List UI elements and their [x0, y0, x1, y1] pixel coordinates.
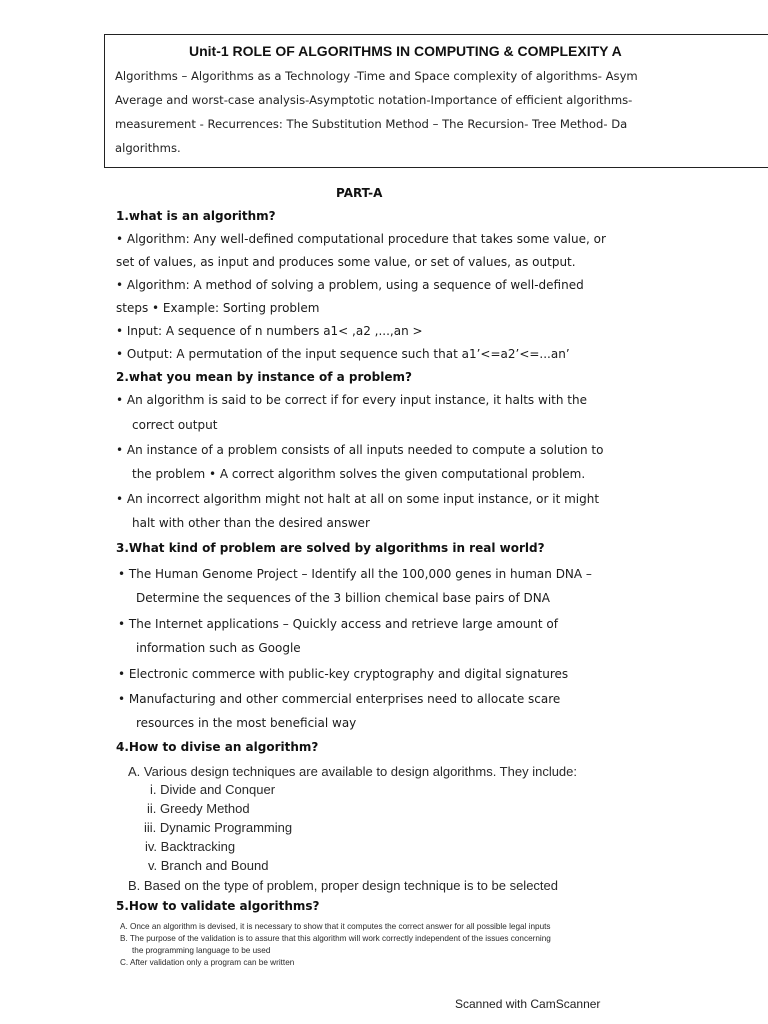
unit-title: Unit-1 ROLE OF ALGORITHMS IN COMPUTING & COMPLEXITY A	[189, 43, 622, 59]
list-item: v. Branch and Bound	[148, 858, 269, 873]
syllabus-box	[104, 34, 768, 168]
answer-line: • The Internet applications – Quickly access and retrieve large amount of	[118, 617, 558, 631]
list-item: iv. Backtracking	[145, 839, 236, 854]
answer-line: information such as Google	[136, 641, 301, 655]
answer-line: the programming language to be used	[132, 946, 271, 955]
answer-line: • Input: A sequence of n numbers a1< ,a2 ,...,an >	[116, 324, 423, 338]
scanner-watermark: Scanned with CamScanner	[455, 997, 601, 1011]
answer-line: • An algorithm is said to be correct if for every input instance, it halts with the	[116, 393, 587, 407]
answer-line: the problem • A correct algorithm solves the given computational problem.	[132, 467, 586, 481]
answer-line: • Electronic commerce with public-key cryptography and digital signatures	[118, 667, 569, 681]
list-item: iii. Dynamic Programming	[144, 820, 293, 835]
list-item: i. Divide and Conquer	[150, 782, 276, 797]
part-heading: PART-A	[336, 186, 383, 200]
syllabus-line: Algorithms – Algorithms as a Technology -Time and Space complexity of algorithms- Asym	[115, 69, 638, 83]
answer-line: resources in the most beneficial way	[136, 716, 357, 730]
answer-line: steps • Example: Sorting problem	[116, 301, 320, 315]
answer-line: • An incorrect algorithm might not halt at all on some input instance, or it might	[116, 492, 600, 506]
syllabus-line: algorithms.	[115, 141, 181, 155]
answer-line: B. The purpose of the validation is to assure that this algorithm will work correctly independent of the issues concerning	[120, 934, 551, 943]
answer-line: A. Various design techniques are available to design algorithms. They include:	[128, 764, 578, 779]
question-5-heading: 5.How to validate algorithms?	[116, 899, 320, 913]
list-item: ii. Greedy Method	[147, 801, 250, 816]
question-3-heading: 3.What kind of problem are solved by algorithms in real world?	[116, 541, 545, 555]
answer-line: B. Based on the type of problem, proper design technique is to be selected	[128, 878, 558, 893]
syllabus-line: measurement - Recurrences: The Substitution Method – The Recursion- Tree Method- Da	[115, 117, 628, 131]
question-1-heading: 1.what is an algorithm?	[116, 209, 276, 223]
question-2-heading: 2.what you mean by instance of a problem?	[116, 370, 412, 384]
answer-line: • The Human Genome Project – Identify all the 100,000 genes in human DNA –	[118, 567, 592, 581]
answer-line: C. After validation only a program can be written	[120, 958, 295, 967]
answer-line: • Algorithm: A method of solving a problem, using a sequence of well-defined	[116, 278, 584, 292]
answer-line: • Output: A permutation of the input sequence such that a1’<=a2’<=...an’	[116, 347, 570, 361]
syllabus-line: Average and worst-case analysis-Asymptotic notation-Importance of efficient algorithms-	[115, 93, 633, 107]
answer-line: halt with other than the desired answer	[132, 516, 370, 530]
answer-line: Determine the sequences of the 3 billion chemical base pairs of DNA	[136, 591, 550, 605]
answer-line: set of values, as input and produces some value, or set of values, as output.	[116, 255, 576, 269]
answer-line: • Algorithm: Any well-defined computational procedure that takes some value, or	[116, 232, 606, 246]
answer-line: • An instance of a problem consists of all inputs needed to compute a solution to	[116, 443, 604, 457]
answer-line: A. Once an algorithm is devised, it is necessary to show that it computes the correct answer for all possible legal inputs	[120, 922, 551, 931]
answer-line: correct output	[132, 418, 218, 432]
question-4-heading: 4.How to divise an algorithm?	[116, 740, 319, 754]
answer-line: • Manufacturing and other commercial enterprises need to allocate scare	[118, 692, 561, 706]
